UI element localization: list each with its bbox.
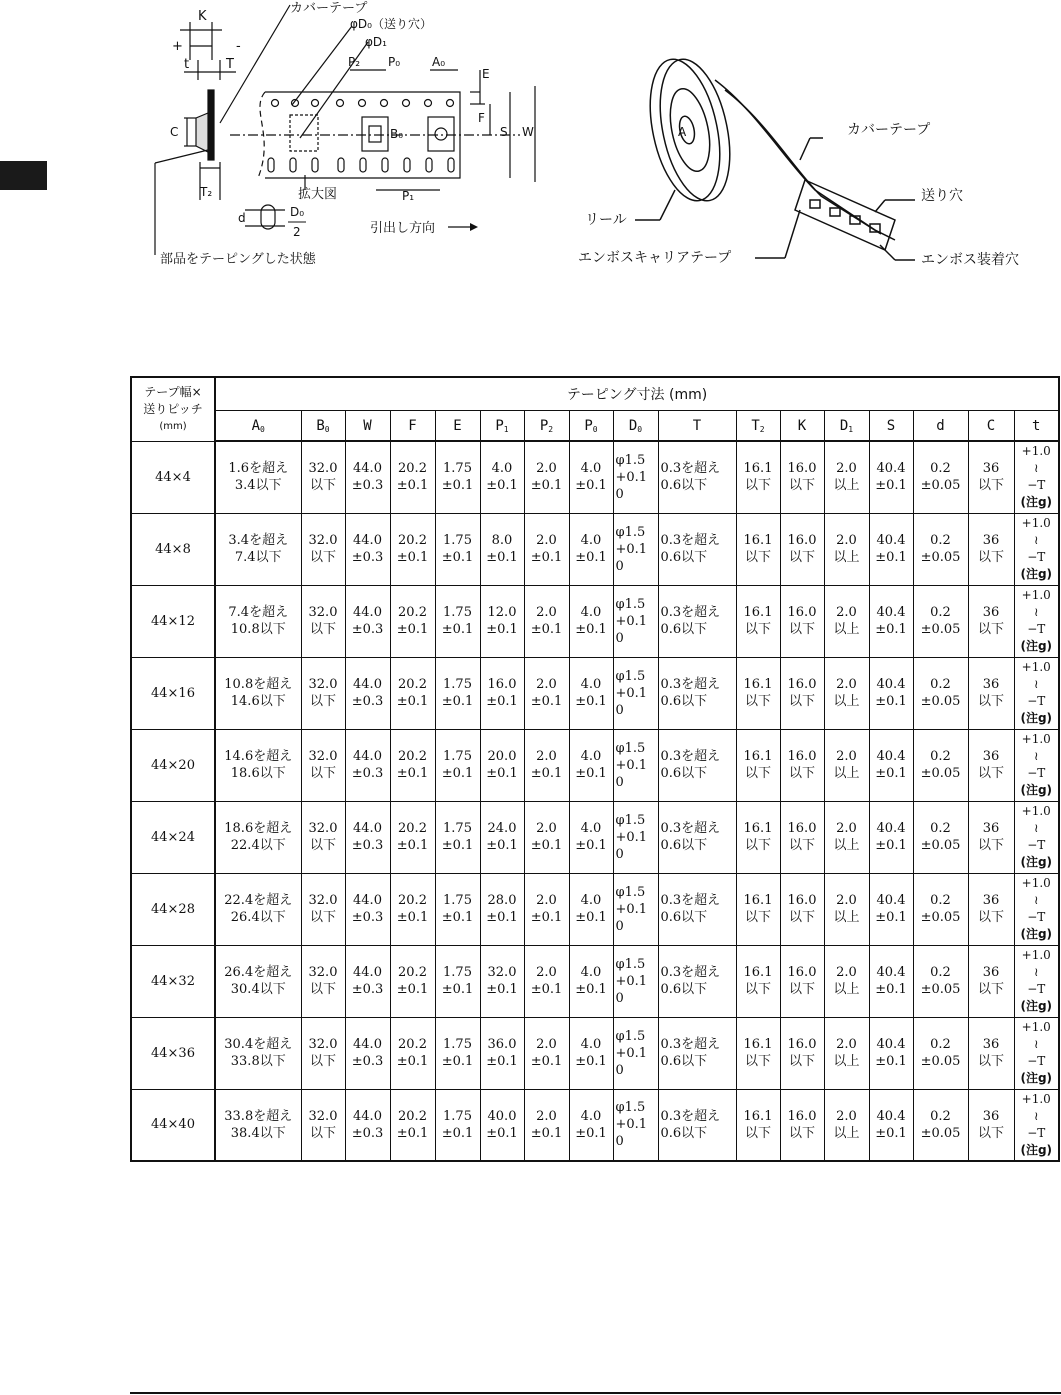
c-cell: 36 以下 <box>968 1017 1014 1089</box>
b0-cell: 32.0 以下 <box>301 729 345 801</box>
column-header-symbol: d <box>936 417 945 434</box>
c-cell: 36 以下 <box>968 945 1014 1017</box>
k-cell: 16.0 以下 <box>780 801 824 873</box>
label-s: S <box>500 125 508 139</box>
label-p0: P₀ <box>388 55 401 69</box>
label-emboss-tape: エンボスキャリアテープ <box>578 250 732 266</box>
d-cell: 0.2 ±0.05 <box>913 585 968 657</box>
f-cell: 20.2 ±0.1 <box>390 1089 435 1161</box>
t-cell: 0.3を超え 0.6以下 <box>658 657 736 729</box>
label-cover-tape-right: カバーテープ <box>847 122 931 138</box>
column-header <box>613 411 658 442</box>
tolerance-value: +1.0 ≀ −T <box>1021 1091 1051 1140</box>
p1-cell: 4.0 ±0.1 <box>480 441 524 513</box>
section-tab-marker <box>0 161 47 190</box>
tape-size-cell: 44×28 <box>131 873 215 945</box>
label-e: E <box>482 67 490 81</box>
t-cell: 0.3を超え 0.6以下 <box>658 1017 736 1089</box>
tape-size-cell: 44×32 <box>131 945 215 1017</box>
tolerance-value: +1.0 ≀ −T <box>1021 444 1051 493</box>
taping-dimensions-header: テーピング寸法 (mm) <box>215 377 1059 411</box>
tolerance-value: +1.0 ≀ −T <box>1021 804 1051 852</box>
reel-diagram <box>575 50 1045 275</box>
w-cell: 44.0 ±0.3 <box>345 801 390 873</box>
e-cell: 1.75 ±0.1 <box>435 873 480 945</box>
column-header <box>913 411 968 442</box>
tolerance-note: (注g) <box>1020 855 1053 869</box>
w-cell: 44.0 ±0.3 <box>345 1089 390 1161</box>
c-cell: 36 以下 <box>968 513 1014 585</box>
w-cell: 44.0 ±0.3 <box>345 585 390 657</box>
corner-line-3: (mm) <box>159 420 187 432</box>
tolerance-note: (注g) <box>1020 1071 1053 1085</box>
column-header-symbol: E <box>453 417 462 434</box>
f-cell: 20.2 ±0.1 <box>390 441 435 513</box>
corner-line-2: 送りピッチ <box>143 401 203 416</box>
f-cell: 20.2 ±0.1 <box>390 585 435 657</box>
column-header-symbol: t <box>1032 417 1041 434</box>
a0-cell: 22.4を超え 26.4以下 <box>215 873 301 945</box>
label-d1: φD₁ <box>365 35 387 49</box>
tolerance-cell <box>1014 657 1059 729</box>
label-emboss-pocket: エンボス装着穴 <box>921 252 1019 268</box>
p1-cell: 16.0 ±0.1 <box>480 657 524 729</box>
f-cell: 20.2 ±0.1 <box>390 729 435 801</box>
label-k: K <box>198 9 207 24</box>
t2-cell: 16.1 以下 <box>736 513 780 585</box>
label-a0: A₀ <box>432 55 446 69</box>
p2-cell: 2.0 ±0.1 <box>524 513 569 585</box>
k-cell: 16.0 以下 <box>780 873 824 945</box>
c-cell: 36 以下 <box>968 585 1014 657</box>
d1-cell: 2.0 以上 <box>824 513 869 585</box>
p0-cell: 4.0 ±0.1 <box>569 1017 613 1089</box>
tape-size-cell: 44×16 <box>131 657 215 729</box>
s-cell: 40.4 ±0.1 <box>869 1089 913 1161</box>
d0-cell: φ1.5 +0.1 0 <box>613 801 658 873</box>
label-p2: P₂ <box>348 55 361 69</box>
column-header <box>658 411 736 442</box>
tape-size-cell: 44×40 <box>131 1089 215 1161</box>
d-cell: 0.2 ±0.05 <box>913 1017 968 1089</box>
c-cell: 36 以下 <box>968 441 1014 513</box>
e-cell: 1.75 ±0.1 <box>435 945 480 1017</box>
p1-cell: 36.0 ±0.1 <box>480 1017 524 1089</box>
d1-cell: 2.0 以上 <box>824 945 869 1017</box>
e-cell: 1.75 ±0.1 <box>435 729 480 801</box>
p0-cell: 4.0 ±0.1 <box>569 657 613 729</box>
s-cell: 40.4 ±0.1 <box>869 585 913 657</box>
tape-size-cell: 44×12 <box>131 585 215 657</box>
d0-cell: φ1.5 +0.1 0 <box>613 873 658 945</box>
t2-cell: 16.1 以下 <box>736 801 780 873</box>
column-header-symbol: D <box>628 417 638 434</box>
column-header-symbol: P <box>495 417 504 434</box>
tolerance-note: (注g) <box>1020 1142 1053 1157</box>
p0-cell: 4.0 ±0.1 <box>569 1089 613 1161</box>
column-header <box>215 411 301 442</box>
tolerance-cell <box>1014 1017 1059 1089</box>
column-header <box>736 411 780 442</box>
table-row <box>131 585 1059 657</box>
d0-cell: φ1.5 +0.1 0 <box>613 657 658 729</box>
label-f: F <box>478 111 485 125</box>
b0-cell: 32.0 以下 <box>301 585 345 657</box>
p1-cell: 24.0 ±0.1 <box>480 801 524 873</box>
s-cell: 40.4 ±0.1 <box>869 945 913 1017</box>
f-cell: 20.2 ±0.1 <box>390 513 435 585</box>
label-minus: - <box>236 39 241 54</box>
p2-cell: 2.0 ±0.1 <box>524 729 569 801</box>
a0-cell: 30.4を超え 33.8以下 <box>215 1017 301 1089</box>
k-cell: 16.0 以下 <box>780 1017 824 1089</box>
column-header-symbol: P <box>539 417 549 434</box>
label-c: C <box>170 125 179 139</box>
p2-cell: 2.0 ±0.1 <box>524 585 569 657</box>
p2-cell: 2.0 ±0.1 <box>524 441 569 513</box>
tape-size-cell: 44×4 <box>131 441 215 513</box>
w-cell: 44.0 ±0.3 <box>345 657 390 729</box>
label-reel: リール <box>585 212 627 228</box>
table-row <box>131 1089 1059 1161</box>
table-row <box>131 801 1059 873</box>
t2-cell: 16.1 以下 <box>736 945 780 1017</box>
k-cell: 16.0 以下 <box>780 945 824 1017</box>
b0-cell: 32.0 以下 <box>301 441 345 513</box>
tolerance-value: +1.0 ≀ −T <box>1021 948 1051 996</box>
column-header-symbol: A <box>251 417 261 434</box>
a0-cell: 18.6を超え 22.4以下 <box>215 801 301 873</box>
p0-cell: 4.0 ±0.1 <box>569 873 613 945</box>
column-header <box>524 411 569 442</box>
p2-cell: 2.0 ±0.1 <box>524 657 569 729</box>
column-header-symbol: C <box>986 417 996 434</box>
tape-size-cell: 44×36 <box>131 1017 215 1089</box>
tolerance-note: (注g) <box>1020 567 1053 581</box>
b0-cell: 32.0 以下 <box>301 513 345 585</box>
s-cell: 40.4 ±0.1 <box>869 657 913 729</box>
d0-cell: φ1.5 +0.1 0 <box>613 945 658 1017</box>
s-cell: 40.4 ±0.1 <box>869 441 913 513</box>
column-header-row <box>131 411 1059 442</box>
column-header <box>480 411 524 442</box>
p2-cell: 2.0 ±0.1 <box>524 945 569 1017</box>
e-cell: 1.75 ±0.1 <box>435 657 480 729</box>
s-cell: 40.4 ±0.1 <box>869 1017 913 1089</box>
tolerance-note: (注g) <box>1020 999 1053 1013</box>
t2-cell: 16.1 以下 <box>736 1089 780 1161</box>
label-feed-hole: 送り穴 <box>921 188 963 204</box>
p0-cell: 4.0 ±0.1 <box>569 729 613 801</box>
t-cell: 0.3を超え 0.6以下 <box>658 945 736 1017</box>
table-row <box>131 729 1059 801</box>
f-cell: 20.2 ±0.1 <box>390 1017 435 1089</box>
d-cell: 0.2 ±0.05 <box>913 441 968 513</box>
tolerance-cell <box>1014 729 1059 801</box>
d-cell: 0.2 ±0.05 <box>913 1089 968 1161</box>
c-cell: 36 以下 <box>968 729 1014 801</box>
column-header-subscript: 1 <box>503 424 509 434</box>
p2-cell: 2.0 ±0.1 <box>524 1089 569 1161</box>
label-enlarged: 拡大図 <box>298 187 338 202</box>
p1-cell: 12.0 ±0.1 <box>480 585 524 657</box>
p1-cell: 28.0 ±0.1 <box>480 873 524 945</box>
corner-line-1: テープ幅× <box>144 384 202 399</box>
b0-cell: 32.0 以下 <box>301 945 345 1017</box>
column-header-symbol: S <box>886 417 896 434</box>
a0-cell: 33.8を超え 38.4以下 <box>215 1089 301 1161</box>
p0-cell: 4.0 ±0.1 <box>569 441 613 513</box>
tolerance-cell <box>1014 1089 1059 1161</box>
t-cell: 0.3を超え 0.6以下 <box>658 441 736 513</box>
p2-cell: 2.0 ±0.1 <box>524 1017 569 1089</box>
c-cell: 36 以下 <box>968 801 1014 873</box>
tolerance-cell <box>1014 513 1059 585</box>
p2-cell: 2.0 ±0.1 <box>524 873 569 945</box>
e-cell: 1.75 ±0.1 <box>435 441 480 513</box>
table-row <box>131 1017 1059 1089</box>
tolerance-note: (注g) <box>1020 927 1053 941</box>
tolerance-note: (注g) <box>1020 495 1053 510</box>
table-row <box>131 513 1059 585</box>
w-cell: 44.0 ±0.3 <box>345 729 390 801</box>
b0-cell: 32.0 以下 <box>301 801 345 873</box>
label-d-small: d <box>238 211 246 225</box>
t2-cell: 16.1 以下 <box>736 729 780 801</box>
a0-cell: 1.6を超え 3.4以下 <box>215 441 301 513</box>
d-cell: 0.2 ±0.05 <box>913 513 968 585</box>
a0-cell: 10.8を超え 14.6以下 <box>215 657 301 729</box>
d0-cell: φ1.5 +0.1 0 <box>613 513 658 585</box>
d1-cell: 2.0 以上 <box>824 801 869 873</box>
tolerance-value: +1.0 ≀ −T <box>1021 732 1051 780</box>
b0-cell: 32.0 以下 <box>301 1089 345 1161</box>
label-plus: + <box>172 39 183 54</box>
table-row <box>131 441 1059 513</box>
w-cell: 44.0 ±0.3 <box>345 513 390 585</box>
a0-cell: 3.4を超え 7.4以下 <box>215 513 301 585</box>
c-cell: 36 以下 <box>968 1089 1014 1161</box>
d0-cell: φ1.5 +0.1 0 <box>613 441 658 513</box>
p0-cell: 4.0 ±0.1 <box>569 585 613 657</box>
d1-cell: 2.0 以上 <box>824 441 869 513</box>
taping-dimension-diagram <box>140 0 560 275</box>
table-body <box>131 441 1059 1161</box>
p0-cell: 4.0 ±0.1 <box>569 945 613 1017</box>
table-row <box>131 945 1059 1017</box>
column-header-symbol: T <box>751 417 760 434</box>
label-p1: P₁ <box>402 189 415 203</box>
a0-cell: 26.4を超え 30.4以下 <box>215 945 301 1017</box>
column-header <box>390 411 435 442</box>
d-cell: 0.2 ±0.05 <box>913 729 968 801</box>
tape-size-cell: 44×24 <box>131 801 215 873</box>
d-cell: 0.2 ±0.05 <box>913 873 968 945</box>
label-d0-num: D₀ <box>290 205 305 219</box>
column-header-symbol: F <box>408 417 417 434</box>
p1-cell: 20.0 ±0.1 <box>480 729 524 801</box>
d1-cell: 2.0 以上 <box>824 1017 869 1089</box>
d0-cell: φ1.5 +0.1 0 <box>613 1017 658 1089</box>
footer-rule <box>130 1392 1061 1394</box>
b0-cell: 32.0 以下 <box>301 657 345 729</box>
corner-header <box>131 377 215 441</box>
table-row <box>131 873 1059 945</box>
k-cell: 16.0 以下 <box>780 657 824 729</box>
reel-letter: A <box>678 125 687 139</box>
p1-cell: 40.0 ±0.1 <box>480 1089 524 1161</box>
t-cell: 0.3を超え 0.6以下 <box>658 873 736 945</box>
s-cell: 40.4 ±0.1 <box>869 513 913 585</box>
k-cell: 16.0 以下 <box>780 729 824 801</box>
column-header-subscript: 0 <box>637 424 643 434</box>
w-cell: 44.0 ±0.3 <box>345 1017 390 1089</box>
column-header <box>824 411 869 442</box>
column-header <box>435 411 480 442</box>
label-pull-direction: 引出し方向 <box>370 221 436 236</box>
column-header <box>301 411 345 442</box>
t2-cell: 16.1 以下 <box>736 657 780 729</box>
tolerance-cell <box>1014 585 1059 657</box>
f-cell: 20.2 ±0.1 <box>390 801 435 873</box>
d1-cell: 2.0 以上 <box>824 729 869 801</box>
tolerance-note: (注g) <box>1020 711 1053 725</box>
k-cell: 16.0 以下 <box>780 513 824 585</box>
column-header-symbol: D <box>839 417 849 434</box>
b0-cell: 32.0 以下 <box>301 873 345 945</box>
t-cell: 0.3を超え 0.6以下 <box>658 585 736 657</box>
label-t-big: T <box>226 57 234 72</box>
label-t2: T₂ <box>200 185 213 199</box>
label-w: W <box>522 125 534 139</box>
e-cell: 1.75 ±0.1 <box>435 513 480 585</box>
w-cell: 44.0 ±0.3 <box>345 441 390 513</box>
f-cell: 20.2 ±0.1 <box>390 873 435 945</box>
w-cell: 44.0 ±0.3 <box>345 945 390 1017</box>
column-header <box>569 411 613 442</box>
p1-cell: 8.0 ±0.1 <box>480 513 524 585</box>
column-header-subscript: 2 <box>548 424 554 434</box>
d1-cell: 2.0 以上 <box>824 873 869 945</box>
e-cell: 1.75 ±0.1 <box>435 1017 480 1089</box>
d1-cell: 2.0 以上 <box>824 657 869 729</box>
k-cell: 16.0 以下 <box>780 441 824 513</box>
k-cell: 16.0 以下 <box>780 585 824 657</box>
a0-cell: 14.6を超え 18.6以下 <box>215 729 301 801</box>
s-cell: 40.4 ±0.1 <box>869 801 913 873</box>
label-t-small: t <box>184 57 190 72</box>
e-cell: 1.75 ±0.1 <box>435 585 480 657</box>
t-cell: 0.3を超え 0.6以下 <box>658 1089 736 1161</box>
d1-cell: 2.0 以上 <box>824 585 869 657</box>
t2-cell: 16.1 以下 <box>736 873 780 945</box>
label-taped-state: 部品をテーピングした状態 <box>160 252 316 267</box>
k-cell: 16.0 以下 <box>780 1089 824 1161</box>
d1-cell: 2.0 以上 <box>824 1089 869 1161</box>
label-cover-tape: カバーテープ <box>290 1 368 16</box>
e-cell: 1.75 ±0.1 <box>435 801 480 873</box>
column-header <box>780 411 824 442</box>
tolerance-value: +1.0 ≀ −T <box>1021 588 1051 636</box>
tolerance-value: +1.0 ≀ −T <box>1021 660 1051 708</box>
t-cell: 0.3を超え 0.6以下 <box>658 729 736 801</box>
column-header-subscript: 1 <box>848 424 854 434</box>
column-header-subscript: 0 <box>592 424 598 434</box>
column-header-symbol: W <box>363 417 372 434</box>
p0-cell: 4.0 ±0.1 <box>569 513 613 585</box>
f-cell: 20.2 ±0.1 <box>390 945 435 1017</box>
s-cell: 40.4 ±0.1 <box>869 729 913 801</box>
c-cell: 36 以下 <box>968 657 1014 729</box>
c-cell: 36 以下 <box>968 873 1014 945</box>
p0-cell: 4.0 ±0.1 <box>569 801 613 873</box>
tolerance-cell <box>1014 441 1059 513</box>
d-cell: 0.2 ±0.05 <box>913 945 968 1017</box>
column-header-symbol: B <box>316 417 325 434</box>
p1-cell: 32.0 ±0.1 <box>480 945 524 1017</box>
column-header-symbol: P <box>584 417 593 434</box>
column-header-subscript: 2 <box>759 424 765 434</box>
tolerance-note: (注g) <box>1020 639 1053 653</box>
column-header-symbol: T <box>692 417 702 434</box>
tape-size-cell: 44×20 <box>131 729 215 801</box>
p2-cell: 2.0 ±0.1 <box>524 801 569 873</box>
tolerance-note: (注g) <box>1020 783 1053 797</box>
column-header <box>1014 411 1059 442</box>
t-cell: 0.3を超え 0.6以下 <box>658 801 736 873</box>
taping-dimension-table <box>130 376 1060 1162</box>
d-cell: 0.2 ±0.05 <box>913 801 968 873</box>
tape-size-cell: 44×8 <box>131 513 215 585</box>
column-header-subscript: 0 <box>260 424 265 434</box>
table-row <box>131 657 1059 729</box>
column-header <box>968 411 1014 442</box>
e-cell: 1.75 ±0.1 <box>435 1089 480 1161</box>
label-d0-den: 2 <box>293 225 301 239</box>
w-cell: 44.0 ±0.3 <box>345 873 390 945</box>
b0-cell: 32.0 以下 <box>301 1017 345 1089</box>
column-header-subscript: 0 <box>324 424 330 434</box>
tolerance-cell <box>1014 945 1059 1017</box>
d0-cell: φ1.5 +0.1 0 <box>613 1089 658 1161</box>
d-cell: 0.2 ±0.05 <box>913 657 968 729</box>
label-d0-hole: φD₀（送り穴） <box>350 17 432 31</box>
column-header <box>345 411 390 442</box>
tolerance-value: +1.0 ≀ −T <box>1021 1020 1051 1068</box>
a0-cell: 7.4を超え 10.8以下 <box>215 585 301 657</box>
label-b0: B₀ <box>390 127 404 141</box>
t2-cell: 16.1 以下 <box>736 585 780 657</box>
f-cell: 20.2 ±0.1 <box>390 657 435 729</box>
t2-cell: 16.1 以下 <box>736 441 780 513</box>
d0-cell: φ1.5 +0.1 0 <box>613 729 658 801</box>
s-cell: 40.4 ±0.1 <box>869 873 913 945</box>
tolerance-value: +1.0 ≀ −T <box>1021 516 1051 564</box>
d0-cell: φ1.5 +0.1 0 <box>613 585 658 657</box>
t-cell: 0.3を超え 0.6以下 <box>658 513 736 585</box>
tolerance-cell <box>1014 801 1059 873</box>
column-header-symbol: K <box>797 417 807 434</box>
tolerance-cell <box>1014 873 1059 945</box>
tolerance-value: +1.0 ≀ −T <box>1021 876 1051 924</box>
column-header <box>869 411 913 442</box>
t2-cell: 16.1 以下 <box>736 1017 780 1089</box>
